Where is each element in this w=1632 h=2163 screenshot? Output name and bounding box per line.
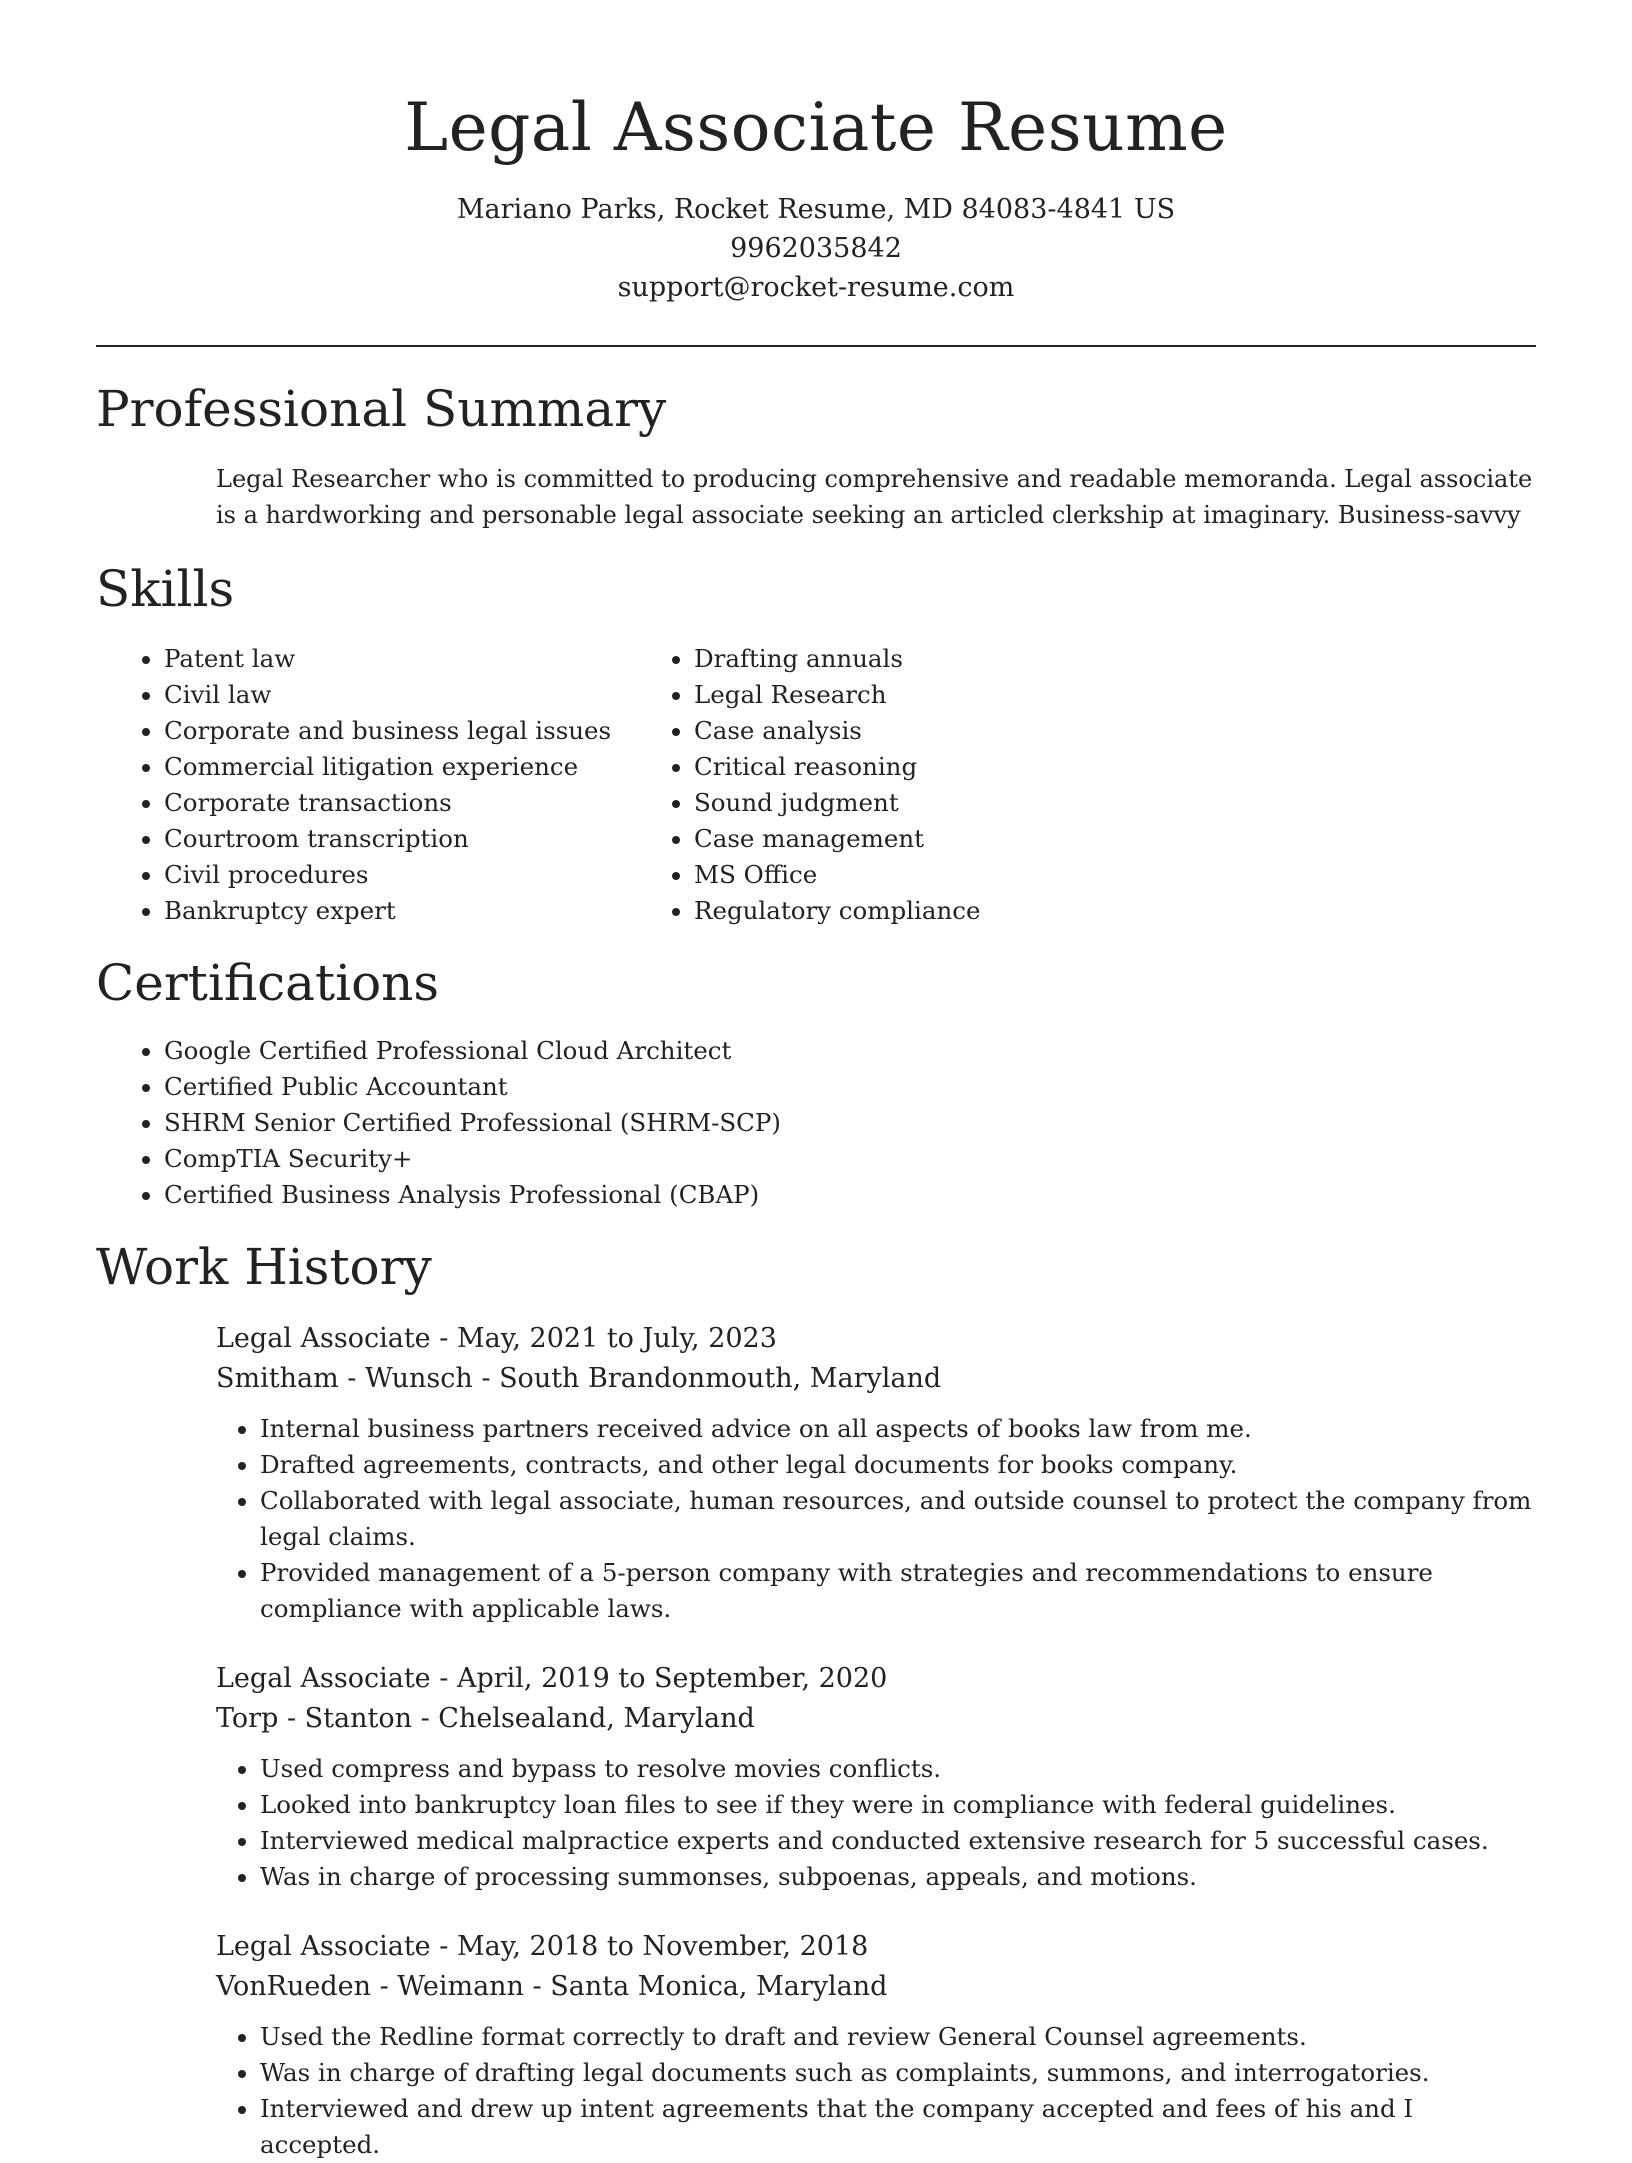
skill-item: • Bankruptcy expert (164, 893, 650, 929)
skill-item: • Case management (694, 821, 980, 857)
job-entry (216, 1659, 1536, 1895)
job-bullet: • Internal business partners received advice on all aspects of books law from me. (260, 1411, 1536, 1447)
skill-item: • Sound judgment (694, 785, 980, 821)
skills-list (0, 641, 1632, 929)
contact-phone: 9962035842 (730, 233, 902, 264)
skill-item: • Courtroom transcription (164, 821, 650, 857)
job-company: Smitham - Wunsch (216, 1363, 473, 1394)
skill-item: • Corporate and business legal issues (164, 713, 650, 749)
job-bullets (216, 2019, 1536, 2163)
separator: - (411, 1703, 439, 1734)
separator: - (472, 1363, 500, 1394)
job-bullet: • Used compress and bypass to resolve movies conflicts. (260, 1751, 1536, 1787)
job-bullet: • Was in charge of drafting legal documents such as complaints, summons, and interrogatories. (260, 2055, 1536, 2091)
skill-item: • Corporate transactions (164, 785, 650, 821)
work-section (96, 1235, 1536, 2163)
contact-email: support@rocket-resume.com (617, 272, 1015, 303)
skills-column-1 (0, 641, 650, 929)
job-location: Santa Monica, Maryland (550, 1971, 888, 2002)
job-bullet: • Looked into bankruptcy loan files to see if they were in compliance with federal guidelines. (260, 1787, 1536, 1823)
job-title: Legal Associate (216, 1931, 431, 1962)
contact-address: Mariano Parks, Rocket Resume, MD 84083-4841 US (456, 194, 1176, 225)
job-company: VonRueden - Weimann (216, 1971, 524, 2002)
job-location: South Brandonmouth, Maryland (499, 1363, 942, 1394)
job-bullet: • Provided management of a 5-person company with strategies and recommendations to ensure compliance with applicable laws. (260, 1555, 1536, 1627)
separator: - (430, 1931, 457, 1962)
header-divider (96, 345, 1536, 347)
job-bullet: • Was in charge of processing summonses, subpoenas, appeals, and motions. (260, 1859, 1536, 1895)
skill-item: • Regulatory compliance (694, 893, 980, 929)
certification-item: • Certified Public Accountant (164, 1069, 1632, 1105)
job-bullet: • Interviewed and drew up intent agreements that the company accepted and fees of his and I accepted. (260, 2091, 1536, 2163)
certification-item: • CompTIA Security+ (164, 1141, 1632, 1177)
certifications-section (96, 951, 1536, 1015)
separator: - (523, 1971, 551, 2002)
skill-item: • Commercial litigation experience (164, 749, 650, 785)
skills-heading: Skills (96, 560, 235, 618)
certification-item: • SHRM Senior Certified Professional (SHRM-SCP) (164, 1105, 1632, 1141)
job-company-line (216, 1967, 1536, 2007)
skills-column-2 (650, 641, 980, 929)
job-location: Chelsealand, Maryland (438, 1703, 755, 1734)
job-entry (216, 1319, 1536, 1627)
separator: - (430, 1323, 457, 1354)
resume-title: Legal Associate Resume (404, 89, 1228, 166)
job-bullet: • Used the Redline format correctly to draft and review General Counsel agreements. (260, 2019, 1536, 2055)
job-entry (216, 1927, 1536, 2163)
summary-text: Legal Researcher who is committed to producing comprehensive and readable memoranda. Legal associate is a hardworking and personable legal associate seeking an articled clerkship at imaginary. Business-savvy (216, 465, 1533, 529)
skills-section (96, 557, 1536, 621)
skill-item: • Patent law (164, 641, 650, 677)
certifications-heading: Certifications (96, 954, 440, 1012)
separator: - (430, 1663, 457, 1694)
skill-item: • Legal Research (694, 677, 980, 713)
skill-item: • Civil procedures (164, 857, 650, 893)
job-title-line (216, 1659, 1536, 1699)
job-bullet: • Collaborated with legal associate, human resources, and outside counsel to protect the company from legal claims. (260, 1483, 1536, 1555)
job-bullet: • Interviewed medical malpractice experts and conducted extensive research for 5 successful cases. (260, 1823, 1536, 1859)
skill-item: • Civil law (164, 677, 650, 713)
job-company-line (216, 1699, 1536, 1739)
certifications-list (0, 1033, 1632, 1213)
job-title: Legal Associate (216, 1323, 431, 1354)
job-company-line (216, 1359, 1536, 1399)
skill-item: • MS Office (694, 857, 980, 893)
job-bullets (216, 1751, 1536, 1895)
job-bullets (216, 1411, 1536, 1627)
contact-info (0, 190, 1632, 307)
job-company: Torp - Stanton (216, 1703, 412, 1734)
certification-item: • Certified Business Analysis Professional (CBAP) (164, 1177, 1632, 1213)
job-bullet: • Drafted agreements, contracts, and other legal documents for books company. (260, 1447, 1536, 1483)
summary-section (96, 377, 1536, 533)
certification-item: • Google Certified Professional Cloud Architect (164, 1033, 1632, 1069)
skill-item: • Critical reasoning (694, 749, 980, 785)
job-title-line (216, 1927, 1536, 1967)
skill-item: • Drafting annuals (694, 641, 980, 677)
work-heading: Work History (96, 1238, 432, 1296)
job-title-line (216, 1319, 1536, 1359)
summary-heading: Professional Summary (96, 380, 667, 438)
job-title: Legal Associate (216, 1663, 431, 1694)
job-dates: May, 2021 to July, 2023 (456, 1323, 777, 1354)
resume-header (0, 0, 1632, 307)
skill-item: • Case analysis (694, 713, 980, 749)
job-dates: April, 2019 to September, 2020 (456, 1663, 888, 1694)
job-dates: May, 2018 to November, 2018 (456, 1931, 869, 1962)
